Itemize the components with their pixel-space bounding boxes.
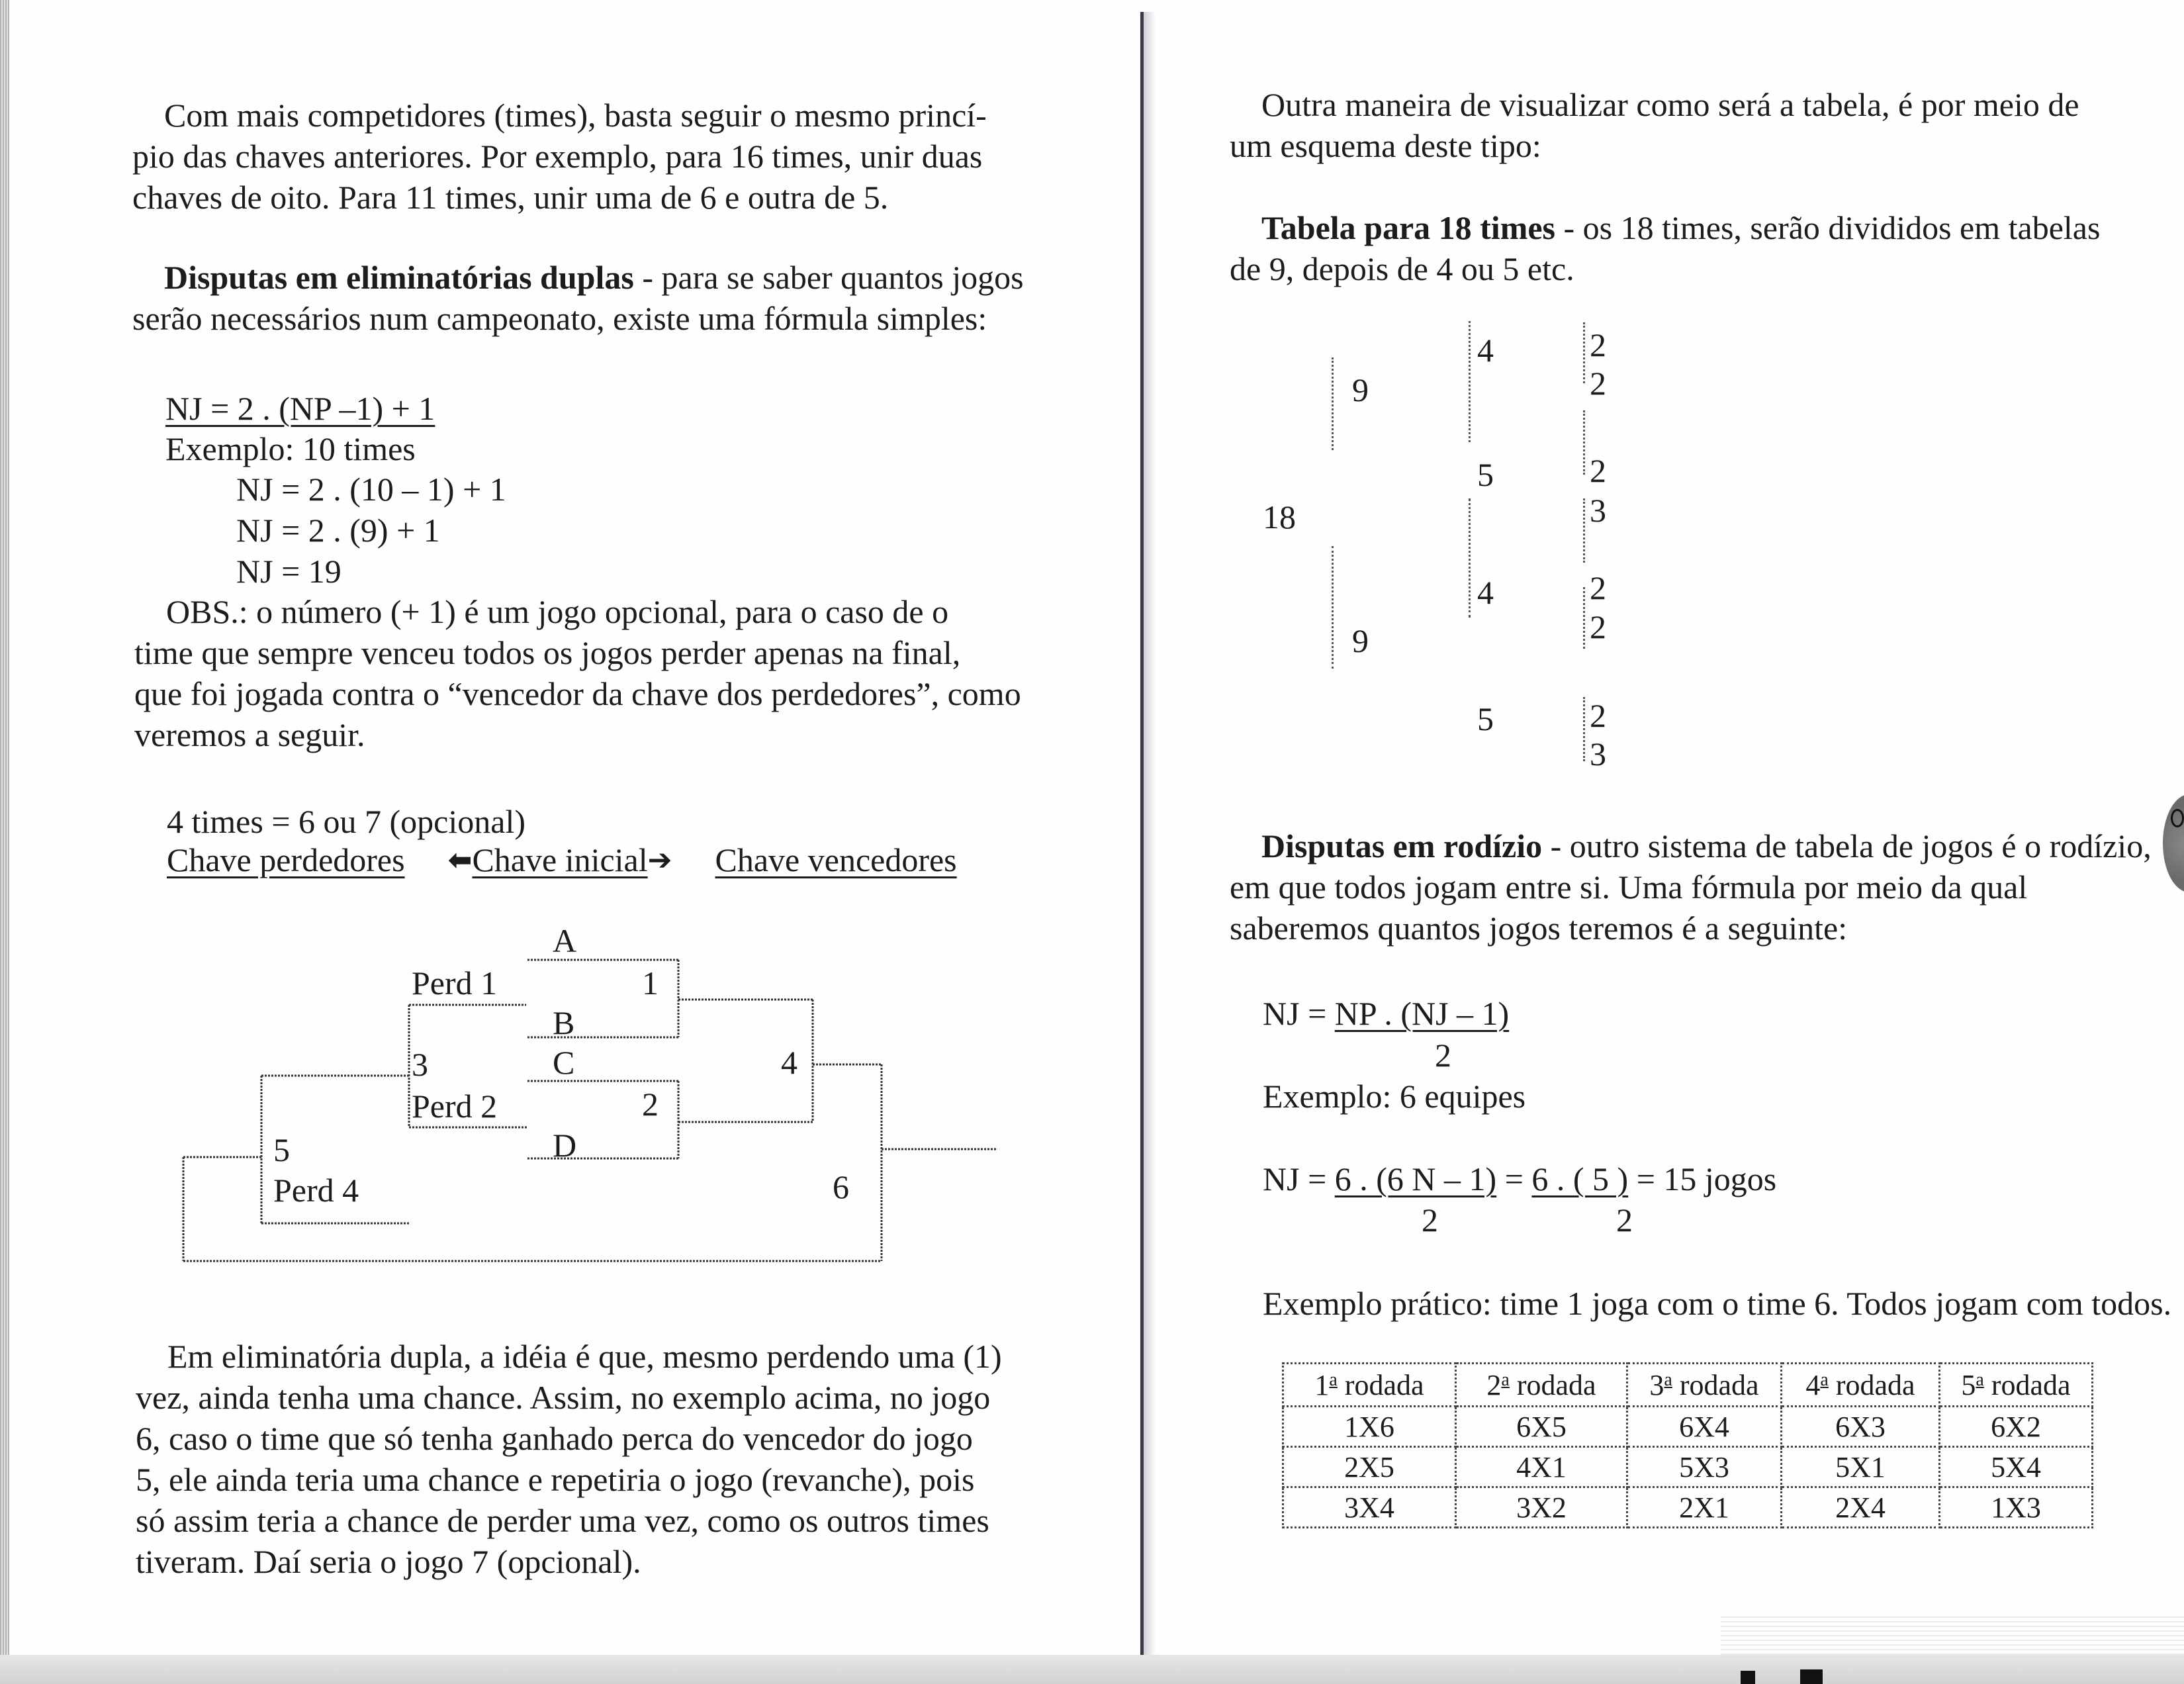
match-cell: 3X2: [1456, 1487, 1627, 1528]
text-line: 5, ele ainda teria uma chance e repetiria o jogo (revanche), pois: [136, 1461, 975, 1498]
closing-paragraph: [136, 1336, 1002, 1582]
text-line: Com mais competidores (times), basta seguir o mesmo princí-: [164, 97, 987, 134]
round-robin-paragraph: [1230, 825, 2152, 949]
table18-paragraph: [1230, 207, 2100, 289]
text-line: um esquema deste tipo:: [1230, 127, 1541, 164]
tree-level2: 5: [1477, 700, 1494, 737]
text-line: de 9, depois de 4 ou 5 etc.: [1230, 250, 1574, 287]
example-step: NJ = 2 . (10 – 1) + 1: [236, 471, 506, 508]
example-step: NJ = 19: [236, 553, 341, 590]
initial-bracket-label: Chave inicial: [472, 841, 648, 878]
round-word: rodada: [1828, 1368, 1915, 1401]
game-number: 1: [642, 964, 659, 1002]
tree-level3: 3: [1590, 492, 1606, 529]
match-cell: 6X5: [1456, 1407, 1627, 1447]
text-line: saberemos quantos jogos teremos é a seguinte:: [1230, 910, 1848, 947]
ordinal-marker: a: [1501, 1369, 1510, 1390]
intro-paragraph: [132, 95, 987, 218]
round-number: 4: [1805, 1368, 1821, 1401]
winners-bracket-label: Chave vencedores: [715, 841, 957, 878]
tree-divider: [1332, 546, 1334, 669]
text-line: tiveram. Daí seria o jogo 7 (opcional).: [136, 1543, 641, 1580]
practical-example: Exemplo prático: time 1 joga com o time 6. Todos jogam com todos.: [1263, 1285, 2172, 1322]
table-row: [1283, 1447, 2093, 1487]
match-cell: 6X4: [1627, 1407, 1782, 1447]
formula-denominator: 2: [1435, 1037, 1451, 1074]
tree-level1: 9: [1352, 622, 1369, 659]
section-heading: Disputas em eliminatórias duplas: [164, 259, 634, 296]
scan-artifact: [1721, 1615, 2184, 1655]
losers-bracket-label: Chave perdedores: [167, 841, 405, 878]
round-word: rodada: [1337, 1368, 1424, 1401]
column-header: [1283, 1364, 1456, 1407]
match-cell: 6X2: [1940, 1407, 2093, 1447]
double-elimination-paragraph: [132, 257, 1024, 339]
calc-numerator-1: 6 . (6 N – 1): [1334, 1160, 1497, 1197]
text-line: que foi jogada contra o “vencedor da chave dos perdedores”, como: [134, 675, 1021, 712]
match-cell: 5X3: [1627, 1447, 1782, 1487]
team-label: C: [553, 1044, 575, 1081]
match-cell: 2X4: [1782, 1487, 1940, 1528]
tree-divider: [1332, 357, 1334, 450]
ordinal-marker: a: [1820, 1369, 1829, 1390]
calc-numerator-2: 6 . ( 5 ): [1531, 1160, 1629, 1197]
tree-divider: [1469, 498, 1471, 618]
team-label: B: [553, 1004, 575, 1041]
calc-lhs: NJ =: [1263, 1160, 1335, 1197]
example-step: NJ = 2 . (9) + 1: [236, 512, 440, 549]
bracket-nav: [167, 839, 957, 881]
match-cell: 4X1: [1456, 1447, 1627, 1487]
text-span: - os 18 times, serão divididos em tabelas: [1555, 209, 2101, 246]
game-number: 2: [642, 1086, 659, 1123]
section-heading: Disputas em rodízio: [1261, 827, 1543, 865]
ordinal-marker: a: [1664, 1369, 1672, 1390]
tree-root: 18: [1263, 498, 1296, 536]
column-header: [1940, 1364, 2093, 1407]
game-number: 4: [781, 1044, 797, 1081]
match-cell: 3X4: [1283, 1487, 1456, 1528]
calc-equals: =: [1496, 1160, 1532, 1197]
tree-level2: 4: [1477, 574, 1494, 611]
game-number: 3: [412, 1046, 428, 1083]
match-cell: 6X3: [1782, 1407, 1940, 1447]
tree-divider: [1583, 410, 1585, 475]
calc-result: = 15 jogos: [1628, 1160, 1777, 1197]
text-line: só assim teria a chance de perder uma vez, como os outros times: [136, 1502, 989, 1539]
binder-clip: [1741, 1671, 1755, 1684]
bracket-title: 4 times = 6 ou 7 (opcional): [167, 803, 525, 840]
tree-divider: [1583, 322, 1585, 383]
rounds-table: [1282, 1362, 2093, 1528]
match-cell: 2X5: [1283, 1447, 1456, 1487]
binder-clip: [1800, 1669, 1823, 1684]
calc-denominator-2: 2: [1616, 1201, 1633, 1239]
tree-divider: [1583, 498, 1585, 563]
text-line: [1230, 825, 2152, 866]
loser-label: Perd 2: [412, 1088, 498, 1125]
section-heading: Tabela para 18 times: [1261, 209, 1555, 246]
tree-level3: 2: [1590, 365, 1606, 402]
obs-paragraph: [134, 591, 1021, 755]
text-line: [134, 591, 1021, 632]
game-number: 6: [833, 1168, 849, 1205]
text-line: Outra maneira de visualizar como será a tabela, é por meio de: [1261, 86, 2079, 123]
round-number: 3: [1649, 1368, 1664, 1401]
match-cell: 1X3: [1940, 1487, 2093, 1528]
tree-level3: 2: [1590, 608, 1606, 645]
team-label: A: [553, 922, 577, 959]
round-word: rodada: [1983, 1368, 2071, 1401]
tree-level3: 3: [1590, 735, 1606, 772]
ordinal-marker: a: [1976, 1369, 1984, 1390]
round-word: rodada: [1509, 1368, 1596, 1401]
text-line: time que sempre venceu todos os jogos perder apenas na final,: [134, 634, 961, 671]
tree-divider: [1469, 321, 1471, 442]
gutter-shadow: [1144, 12, 1156, 1667]
left-edge-shadow: [0, 0, 9, 1655]
tree-level3: 2: [1590, 697, 1606, 734]
text-span: - para se saber quantos jogos: [633, 259, 1024, 296]
round-number: 2: [1486, 1368, 1502, 1401]
match-cell: 5X1: [1782, 1447, 1940, 1487]
example-calculation: [1263, 1158, 1776, 1199]
text-line: [1230, 207, 2100, 248]
tree-level3: 2: [1590, 452, 1606, 489]
tree-level3: 2: [1590, 326, 1606, 363]
game-number: 5: [273, 1131, 290, 1168]
column-header: [1782, 1364, 1940, 1407]
round-number: 5: [1961, 1368, 1976, 1401]
table-row: [1283, 1487, 2093, 1528]
tree-level3: 2: [1590, 569, 1606, 606]
team-label: D: [553, 1127, 577, 1164]
tree-divider: [1583, 697, 1585, 761]
text-line: chaves de oito. Para 11 times, unir uma de 6 e outra de 5.: [132, 179, 889, 216]
tree-level2: 4: [1477, 332, 1494, 369]
loser-label: Perd 4: [273, 1172, 359, 1209]
text-line: pio das chaves anteriores. Por exemplo, para 16 times, unir duas: [132, 138, 983, 175]
scanner-bottom-edge: [0, 1655, 2184, 1684]
column-header: [1627, 1364, 1782, 1407]
text-span: - outro sistema de tabela de jogos é o rodízio,: [1542, 827, 2152, 865]
round-word: rodada: [1672, 1368, 1759, 1401]
loser-label: Perd 1: [412, 964, 498, 1002]
arrow-left-icon: ⬅: [447, 843, 473, 877]
text-line: em que todos jogam entre si. Uma fórmula por meio da qual: [1230, 868, 2028, 906]
text-span: o número (+ 1) é um jogo opcional, para o caso de o: [248, 593, 949, 630]
calc-denominator-1: 2: [1422, 1201, 1438, 1239]
text-line: 6, caso o time que só tenha ganhado perca do vencedor do jogo: [136, 1420, 973, 1457]
ordinal-marker: a: [1329, 1369, 1338, 1390]
double-elim-formula: NJ = 2 . (NP –1) + 1: [165, 390, 435, 427]
tree-level1: 9: [1352, 371, 1369, 408]
table-header-row: [1283, 1364, 2093, 1407]
round-robin-formula: [1263, 993, 1509, 1034]
obs-label: OBS.:: [166, 593, 248, 630]
text-line: vez, ainda tenha uma chance. Assim, no exemplo acima, no jogo: [136, 1379, 991, 1416]
table-row: [1283, 1407, 2093, 1447]
formula-lhs: NJ =: [1263, 995, 1335, 1032]
match-cell: 5X4: [1940, 1447, 2093, 1487]
right-intro-paragraph: [1230, 84, 2079, 166]
text-line: veremos a seguir.: [134, 716, 365, 753]
text-line: [132, 257, 1024, 298]
arrow-right-icon: ➔: [647, 843, 672, 877]
example-label: Exemplo: 10 times: [165, 430, 416, 467]
text-line: Em eliminatória dupla, a idéia é que, mesmo perdendo uma (1): [167, 1338, 1002, 1375]
tab-glyph-icon: [2171, 809, 2184, 827]
tree-level2: 5: [1477, 456, 1494, 493]
round-number: 1: [1314, 1368, 1330, 1401]
column-header: [1456, 1364, 1627, 1407]
text-line: serão necessários num campeonato, existe uma fórmula simples:: [132, 300, 987, 337]
match-cell: 2X1: [1627, 1487, 1782, 1528]
formula-numerator: NP . (NJ – 1): [1334, 995, 1510, 1032]
match-cell: 1X6: [1283, 1407, 1456, 1447]
example-label: Exemplo: 6 equipes: [1263, 1078, 1526, 1115]
tree-divider: [1583, 587, 1585, 649]
